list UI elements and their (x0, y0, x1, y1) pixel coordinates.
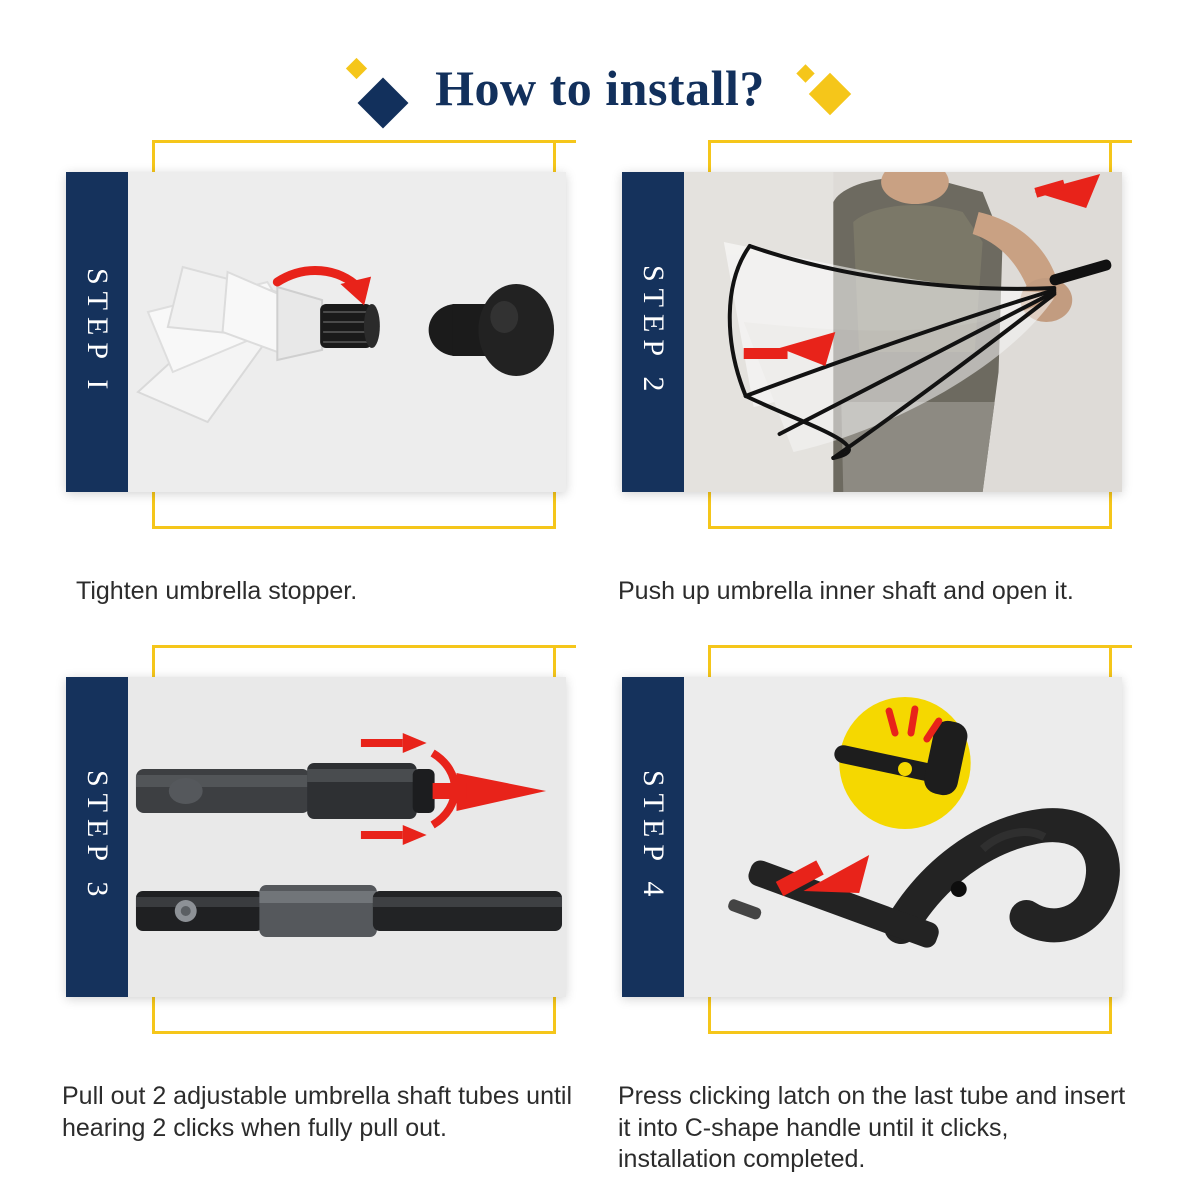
step-label-4 (622, 677, 684, 997)
step-label-3 (66, 677, 128, 997)
title-decoration-right (791, 53, 851, 123)
step-card-4 (612, 645, 1132, 1176)
step-image-1 (128, 172, 566, 492)
step-image-3 (128, 677, 566, 997)
shaft-tubes-illustration (128, 677, 566, 997)
step-image-2 (684, 172, 1122, 492)
step-frame-1 (56, 140, 576, 560)
diamond-icon (809, 73, 851, 115)
bracket-bottom (152, 526, 556, 529)
title-decoration-left (349, 53, 409, 123)
diamond-icon (358, 78, 409, 129)
c-handle-latch-illustration (684, 677, 1122, 997)
bracket-top (708, 140, 1132, 143)
step-caption-1: Tighten umbrella stopper. (76, 577, 358, 605)
page-title-row (0, 48, 1200, 128)
step-card-3 (56, 645, 576, 1144)
step-card-2 (612, 140, 1132, 608)
person-opening-umbrella-illustration (684, 172, 1122, 492)
step-frame-4 (612, 645, 1132, 1065)
umbrella-stopper-illustration (128, 172, 566, 492)
step-photo-card-1 (66, 172, 566, 492)
bracket-top (152, 140, 576, 143)
step-photo-card-4 (622, 677, 1122, 997)
step-label-text: STEP 2 (637, 265, 670, 399)
step-caption-4: Press clicking latch on the last tube and insert it into C-shape handle until it clicks, installation completed. (618, 1082, 1126, 1173)
bracket-bottom (152, 1031, 556, 1034)
step-image-4 (684, 677, 1122, 997)
step-photo-card-2 (622, 172, 1122, 492)
bracket-bottom (708, 1031, 1112, 1034)
step-label-text: STEP 4 (637, 770, 670, 904)
step-caption-3: Pull out 2 adjustable umbrella shaft tubes until hearing 2 clicks when fully pull out. (62, 1082, 573, 1142)
step-caption-2: Push up umbrella inner shaft and open it. (618, 577, 1074, 605)
step-card-1 (56, 140, 576, 608)
bracket-top (152, 645, 576, 648)
bracket-top (708, 645, 1132, 648)
step-label-1 (66, 172, 128, 492)
page-title: How to install? (435, 60, 765, 116)
step-frame-2 (612, 140, 1132, 560)
step-label-text: STEP I (81, 267, 114, 397)
step-photo-card-3 (66, 677, 566, 997)
diamond-icon (796, 64, 814, 82)
bracket-bottom (708, 526, 1112, 529)
step-frame-3 (56, 645, 576, 1065)
steps-grid (56, 140, 1152, 1180)
step-label-text: STEP 3 (81, 770, 114, 904)
step-label-2 (622, 172, 684, 492)
diamond-icon (346, 58, 367, 79)
